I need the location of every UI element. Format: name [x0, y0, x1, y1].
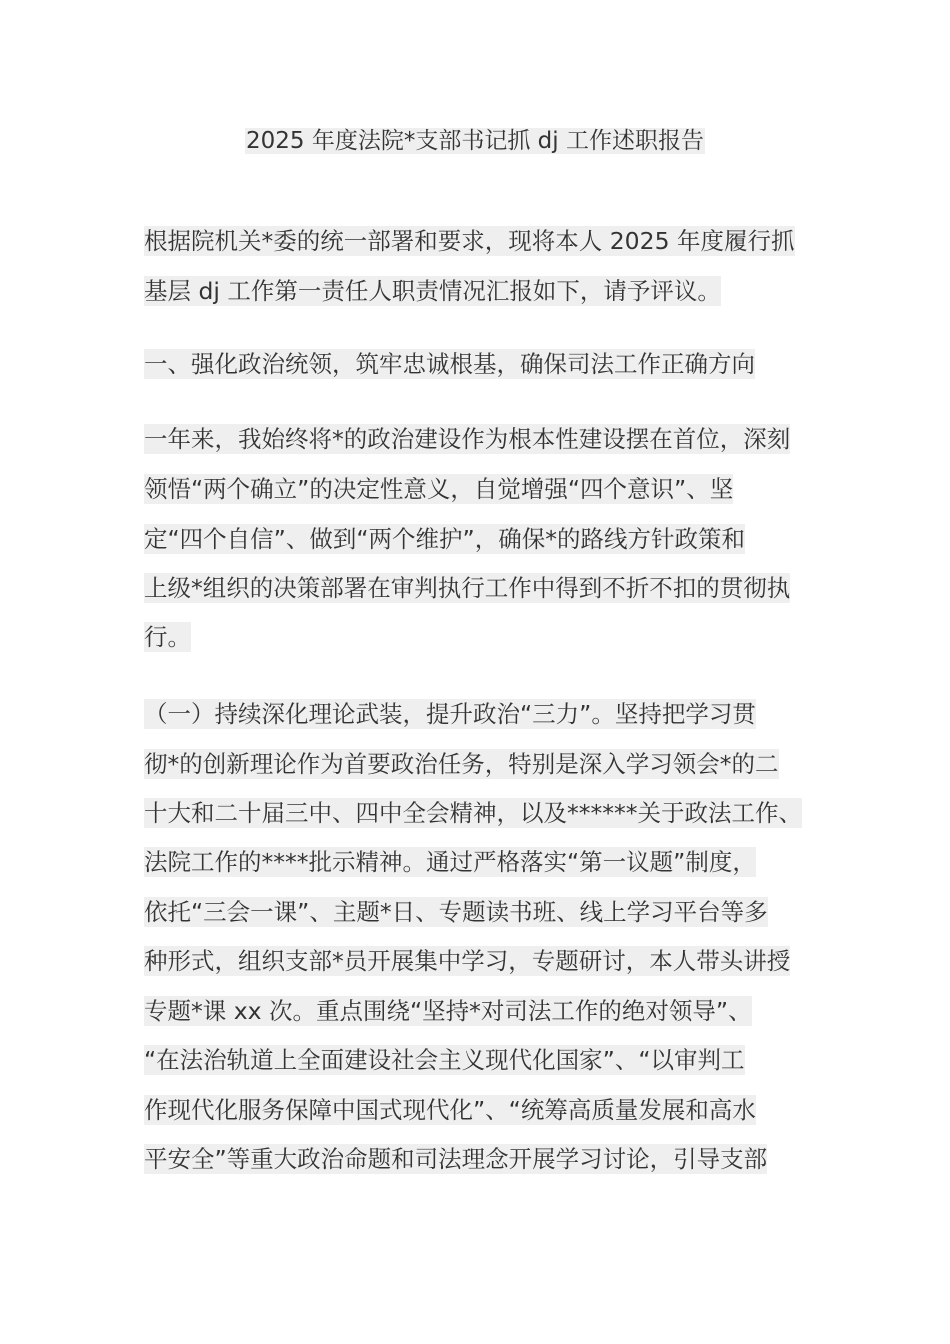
body-paragraph-2-line-9: 作现代化服务保障中国式现代化”、“统筹高质量发展和高水 [144, 1096, 756, 1124]
body-paragraph-2-line-1: （一）持续深化理论武装，提升政治“三力”。坚持把学习贯 [144, 700, 756, 728]
body-paragraph-2-line-10: 平安全”等重大政治命题和司法理念开展学习讨论，引导支部 [144, 1145, 768, 1173]
body-paragraph-2-line-4: 法院工作的****批示精神。通过严格落实“第一议题”制度， [144, 848, 756, 876]
body-paragraph-2-line-3: 十大和二十届三中、四中全会精神，以及******关于政法工作、 [144, 799, 802, 827]
body-paragraph-1-line-2: 领悟“两个确立”的决定性意义，自觉增强“四个意识”、坚 [144, 475, 734, 503]
intro-line-2: 基层 dj 工作第一责任人职责情况汇报如下，请予评议。 [144, 277, 721, 305]
body-paragraph-2-line-5: 依托“三会一课”、主题*日、专题读书班、线上学习平台等多 [144, 898, 768, 926]
body-paragraph-1-line-3: 定“四个自信”、做到“两个维护”，确保*的路线方针政策和 [144, 525, 745, 553]
document-title [0, 124, 950, 158]
body-paragraph-2-line-6: 种形式，组织支部*员开展集中学习，专题研讨，本人带头讲授 [144, 947, 791, 975]
body-paragraph-2-line-2: 彻*的创新理论作为首要政治任务，特别是深入学习领会*的二 [144, 750, 779, 778]
body-paragraph-2-line-8: “在法治轨道上全面建设社会主义现代化国家”、“以审判工 [144, 1046, 745, 1074]
body-paragraph-1-line-1: 一年来，我始终将*的政治建设作为根本性建设摆在首位，深刻 [144, 425, 791, 453]
body-paragraph-1-line-4: 上级*组织的决策部署在审判执行工作中得到不折不扣的贯彻执 [144, 574, 791, 602]
document-title-text: 2025 年度法院*支部书记抓 dj 工作述职报告 [246, 128, 704, 154]
body-paragraph-1-line-5: 行。 [144, 623, 191, 651]
intro-line-1: 根据院机关*委的统一部署和要求，现将本人 2025 年度履行抓 [144, 227, 795, 255]
body-paragraph-2-line-7: 专题*课 xx 次。重点围绕“坚持*对司法工作的绝对领导”、 [144, 997, 752, 1025]
section-heading-1: 一、强化政治统领，筑牢忠诚根基，确保司法工作正确方向 [144, 350, 755, 378]
